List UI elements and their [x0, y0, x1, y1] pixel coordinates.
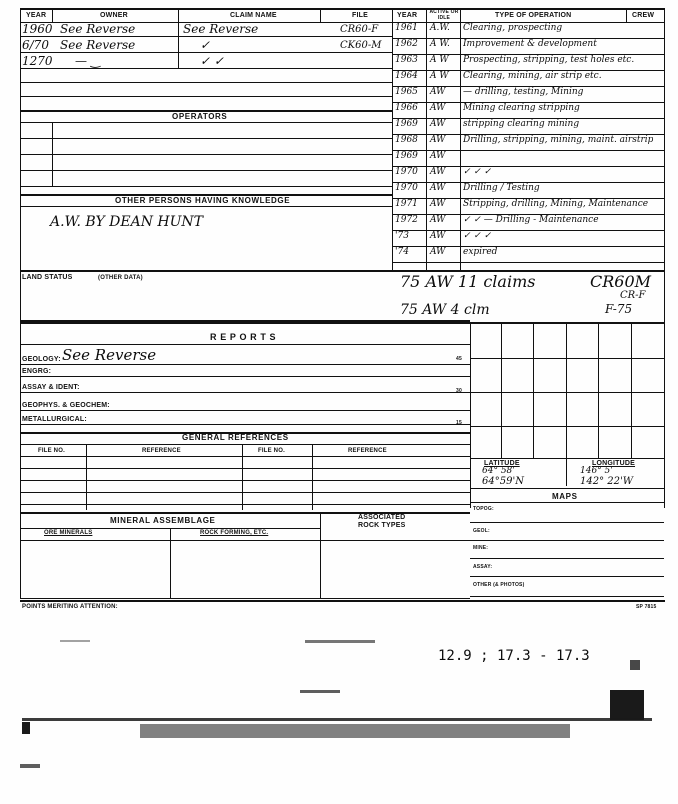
scan-artifact: [470, 322, 664, 324]
col-year-2: YEAR: [397, 12, 418, 19]
col-owner: OWNER: [100, 12, 128, 19]
col-crew: CREW: [632, 12, 655, 19]
col-file-no-2: FILE NO.: [258, 448, 285, 454]
activity-operation: ✓ ✓ ✓: [463, 231, 492, 241]
scan-artifact: [60, 640, 90, 642]
scan-artifact: [610, 690, 644, 720]
longitude-value: 142° 22'W: [580, 476, 634, 487]
activity-status: AW: [430, 167, 446, 177]
latitude-value: 64° 58': [482, 466, 515, 476]
activity-year: '74: [395, 247, 409, 257]
scan-artifact: [22, 718, 652, 721]
activity-year: 1964: [395, 71, 418, 81]
scan-artifact: [305, 640, 375, 643]
scale-mark: 30: [456, 388, 462, 394]
activity-year: 1962: [395, 39, 418, 49]
land-entry-ref: CR60M: [590, 272, 652, 291]
activity-operation: Drilling, stripping, mining, maint. airstrip: [463, 135, 654, 145]
activity-status: AW: [430, 151, 446, 161]
geology-label: GEOLOGY:: [22, 356, 61, 363]
activity-year: 1963: [395, 55, 418, 65]
land-status-label: LAND STATUS: [22, 274, 73, 281]
activity-status: AW: [430, 183, 446, 193]
longitude-label: LONGITUDE: [592, 460, 636, 467]
maps-other: OTHER (& PHOTOS): [473, 582, 525, 588]
activity-status: AW: [430, 247, 446, 257]
scan-artifact: [140, 724, 570, 738]
activity-year: 1968: [395, 135, 418, 145]
land-status-sub: (OTHER DATA): [98, 275, 143, 281]
geophys-label: GEOPHYS. & GEOCHEM:: [22, 402, 110, 409]
geology-value: See Reverse: [62, 346, 157, 364]
col-type-of-operation: TYPE OF OPERATION: [495, 12, 572, 19]
maps-topog: TOPOG:: [473, 506, 494, 512]
activity-year: 1969: [395, 119, 418, 129]
owner-row-owner: — ‿: [75, 54, 101, 68]
land-entry: 75 AW 11 claims: [400, 272, 536, 291]
reports-title: R E P O R T S: [210, 332, 277, 342]
activity-status: AW: [430, 103, 446, 113]
associated-title: ASSOCIATED: [358, 514, 406, 521]
activity-status: AW: [430, 119, 446, 129]
col-ore-minerals: ORE MINERALS: [44, 530, 93, 536]
metallurgical-label: METALLURGICAL:: [22, 416, 87, 423]
latitude-label: LATITUDE: [484, 460, 520, 467]
activity-year: 1966: [395, 103, 418, 113]
land-entry: 75 AW 4 clm: [400, 302, 490, 318]
longitude-value: 146° 5': [580, 466, 613, 476]
activity-year: 1965: [395, 87, 418, 97]
owner-row-year: 1270: [22, 54, 53, 68]
maps-mine: MINE:: [473, 545, 489, 551]
points-note: 12.9 ; 17.3 - 17.3: [438, 648, 590, 664]
other-persons-text: A.W. BY DEAN HUNT: [50, 214, 203, 230]
maps-title: MAPS: [552, 492, 578, 501]
operators-title: OPERATORS: [172, 112, 228, 121]
activity-operation: — drilling, testing, Mining: [463, 87, 584, 97]
activity-operation: ✓ ✓ — Drilling - Maintenance: [463, 215, 599, 225]
activity-year: 1970: [395, 167, 418, 177]
col-active-idle: ACTIVE OR IDLE: [429, 9, 459, 21]
owner-row-year: 6/70: [22, 38, 49, 52]
activity-status: A W: [430, 71, 449, 81]
maps-geol: GEOL:: [473, 528, 490, 534]
land-entry-ref: F-75: [605, 302, 633, 316]
engineering-label: ENGRG:: [22, 368, 52, 375]
activity-status: AW: [430, 87, 446, 97]
scale-mark: 45: [456, 356, 462, 362]
activity-operation: Clearing, prospecting: [463, 23, 563, 33]
owner-row-owner: See Reverse: [60, 38, 136, 52]
activity-status: A W: [430, 55, 449, 65]
activity-operation: ✓ ✓ ✓: [463, 167, 492, 177]
activity-operation: expired: [463, 247, 498, 257]
rock-types-title: ROCK TYPES: [358, 522, 406, 529]
activity-year: 1969: [395, 151, 418, 161]
activity-status: A.W.: [430, 23, 450, 33]
assay-label: ASSAY & IDENT:: [22, 384, 80, 391]
activity-operation: Drilling / Testing: [463, 183, 540, 193]
activity-status: AW: [430, 215, 446, 225]
activity-status: AW: [430, 135, 446, 145]
owner-row-claim: ✓: [200, 38, 211, 52]
form-number: SP 7815: [636, 604, 657, 610]
col-claim-name: CLAIM NAME: [230, 12, 277, 19]
activity-year: '73: [395, 231, 409, 241]
activity-year: 1971: [395, 199, 418, 209]
col-reference: REFERENCE: [142, 448, 181, 454]
general-references-title: GENERAL REFERENCES: [182, 433, 289, 442]
owner-row-claim: See Reverse: [183, 22, 259, 36]
scan-artifact: [300, 690, 340, 693]
activity-year: 1970: [395, 183, 418, 193]
owner-row-file: CR60-F: [340, 24, 379, 35]
col-year: YEAR: [26, 12, 47, 19]
latitude-value: 64°59'N: [482, 476, 524, 487]
owner-row-owner: See Reverse: [60, 22, 136, 36]
col-reference-2: REFERENCE: [348, 448, 387, 454]
col-rock-forming: ROCK FORMING, ETC.: [200, 530, 269, 536]
owner-row-claim: ✓ ✓: [200, 54, 224, 68]
owner-row-year: 1960: [22, 22, 53, 36]
mineral-assemblage-title: MINERAL ASSEMBLAGE: [110, 516, 216, 525]
land-ref-note: CR-F: [620, 290, 646, 301]
scan-artifact: [22, 722, 30, 734]
activity-status: AW: [430, 199, 446, 209]
activity-status: A W.: [430, 39, 450, 49]
activity-operation: Clearing, mining, air strip etc.: [463, 71, 602, 81]
activity-operation: Stripping, drilling, Mining, Maintenance: [463, 199, 649, 209]
scale-mark: 15: [456, 420, 462, 426]
owner-row-file: CK60-M: [340, 40, 382, 51]
activity-operation: Mining clearing stripping: [463, 103, 580, 113]
activity-operation: Prospecting, stripping, test holes etc.: [463, 55, 635, 65]
activity-operation: stripping clearing mining: [463, 119, 580, 129]
col-file: FILE: [352, 12, 368, 19]
activity-operation: Improvement & development: [463, 39, 597, 49]
other-persons-title: OTHER PERSONS HAVING KNOWLEDGE: [115, 196, 291, 205]
col-file-no: FILE NO.: [38, 448, 65, 454]
activity-year: 1961: [395, 23, 418, 33]
activity-status: AW: [430, 231, 446, 241]
points-label: POINTS MERITING ATTENTION:: [22, 604, 118, 610]
scan-artifact: [20, 764, 40, 768]
scan-artifact: [630, 660, 640, 670]
maps-assay: ASSAY:: [473, 564, 493, 570]
activity-year: 1972: [395, 215, 418, 225]
